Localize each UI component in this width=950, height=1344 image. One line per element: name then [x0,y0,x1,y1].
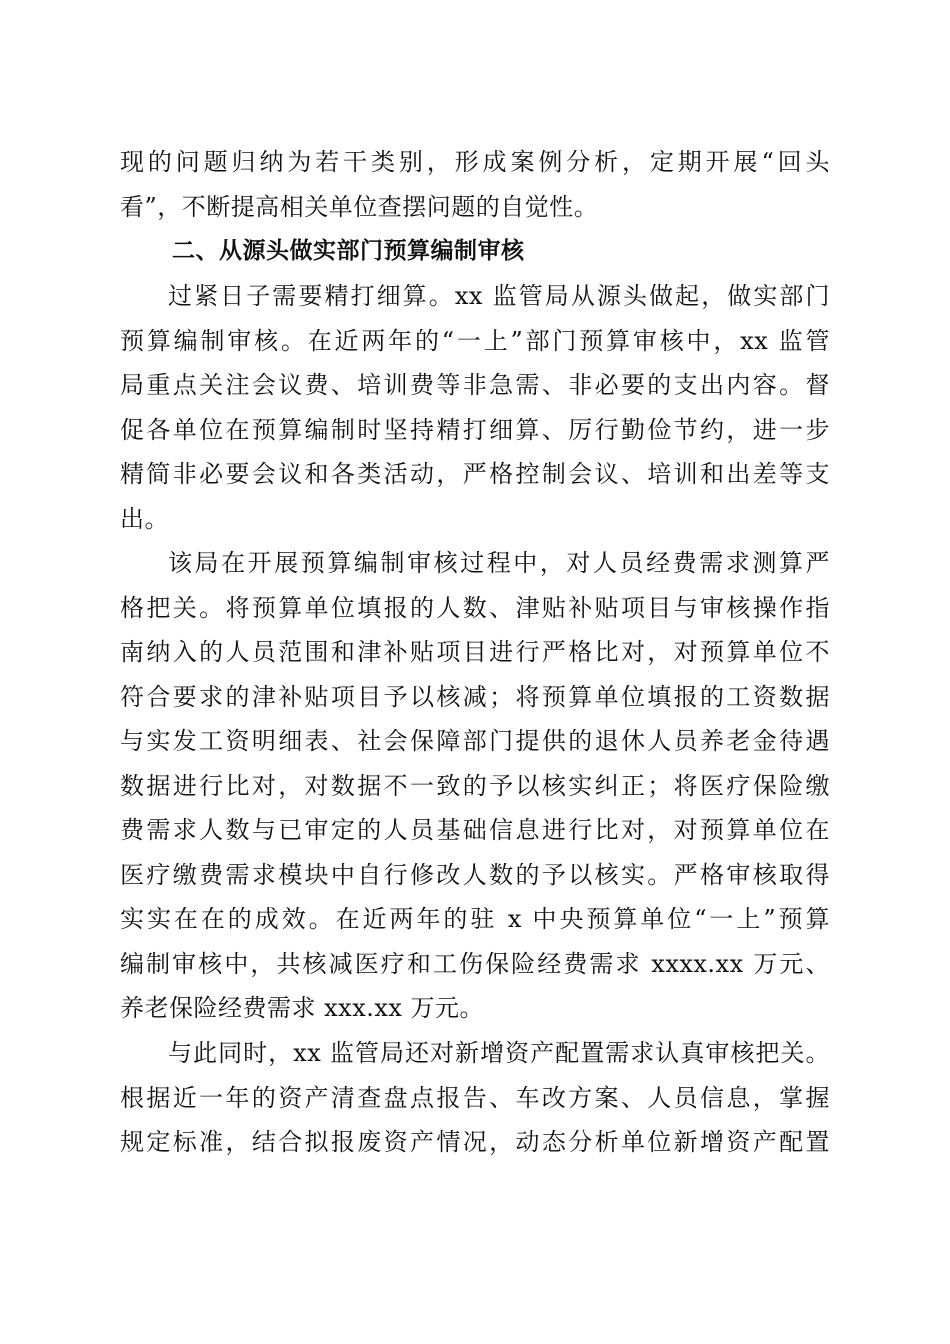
text-line: 精简非必要会议和各类活动，严格控制会议、培训和出差等支 [120,460,830,488]
text-line: 与实发工资明细表、社会保障部门提供的退休人员养老金待遇 [120,727,830,755]
text-line: 符合要求的津补贴项目予以核减；将预算单位填报的工资数据 [120,682,830,711]
text-line: 规定标准，结合拟报废资产情况，动态分析单位新增资产配置 [120,1128,830,1156]
text-line: 该局在开展预算编制审核过程中，对人员经费需求测算严 [168,549,830,577]
text-line: 实实在在的成效。在近两年的驻 x 中央预算单位“一上”预算 [120,905,830,933]
text-line: 格把关。将预算单位填报的人数、津贴补贴项目与审核操作指 [120,593,830,622]
paragraph-2 [120,541,830,1031]
section-heading-block [120,229,830,274]
text-line: 费需求人数与已审定的人员基础信息进行比对，对预算单位在 [120,816,830,844]
text-line: 出。 [120,504,169,533]
text-line: 编制审核中，共核减医疗和工伤保险经费需求 xxxx.xx 万元、 [120,949,830,978]
text-line: 过紧日子需要精打细算。xx 监管局从源头做起，做实部门 [168,282,830,310]
text-line: 现的问题归纳为若干类别，形成案例分析，定期开展“回头 [120,148,830,176]
text-line: 与此同时，xx 监管局还对新增资产配置需求认真审核把关。 [168,1039,830,1067]
paragraph-3 [120,1031,830,1165]
text-line: 根据近一年的资产清查盘点报告、车改方案、人员信息，掌握 [120,1083,830,1112]
paragraph-1 [120,274,830,541]
text-line: 养老保险经费需求 xxx.xx 万元。 [120,994,485,1022]
section-heading: 二、从源头做实部门预算编制审核 [172,238,525,264]
text-line: 南纳入的人员范围和津补贴项目进行严格比对，对预算单位不 [120,638,830,666]
continuation-paragraph [120,140,830,229]
text-line: 看”，不断提高相关单位查摆问题的自觉性。 [120,192,599,221]
text-line: 促各单位在预算编制时坚持精打细算、厉行勤俭节约，进一步 [120,415,830,444]
text-line: 局重点关注会议费、培训费等非急需、非必要的支出内容。督 [120,371,830,399]
text-line: 预算编制审核。在近两年的“一上”部门预算审核中，xx 监管 [120,326,830,355]
text-line: 数据进行比对，对数据不一致的予以核实纠正；将医疗保险缴 [120,771,830,800]
text-line: 医疗缴费需求模块中自行修改人数的予以核实。严格审核取得 [120,860,830,889]
